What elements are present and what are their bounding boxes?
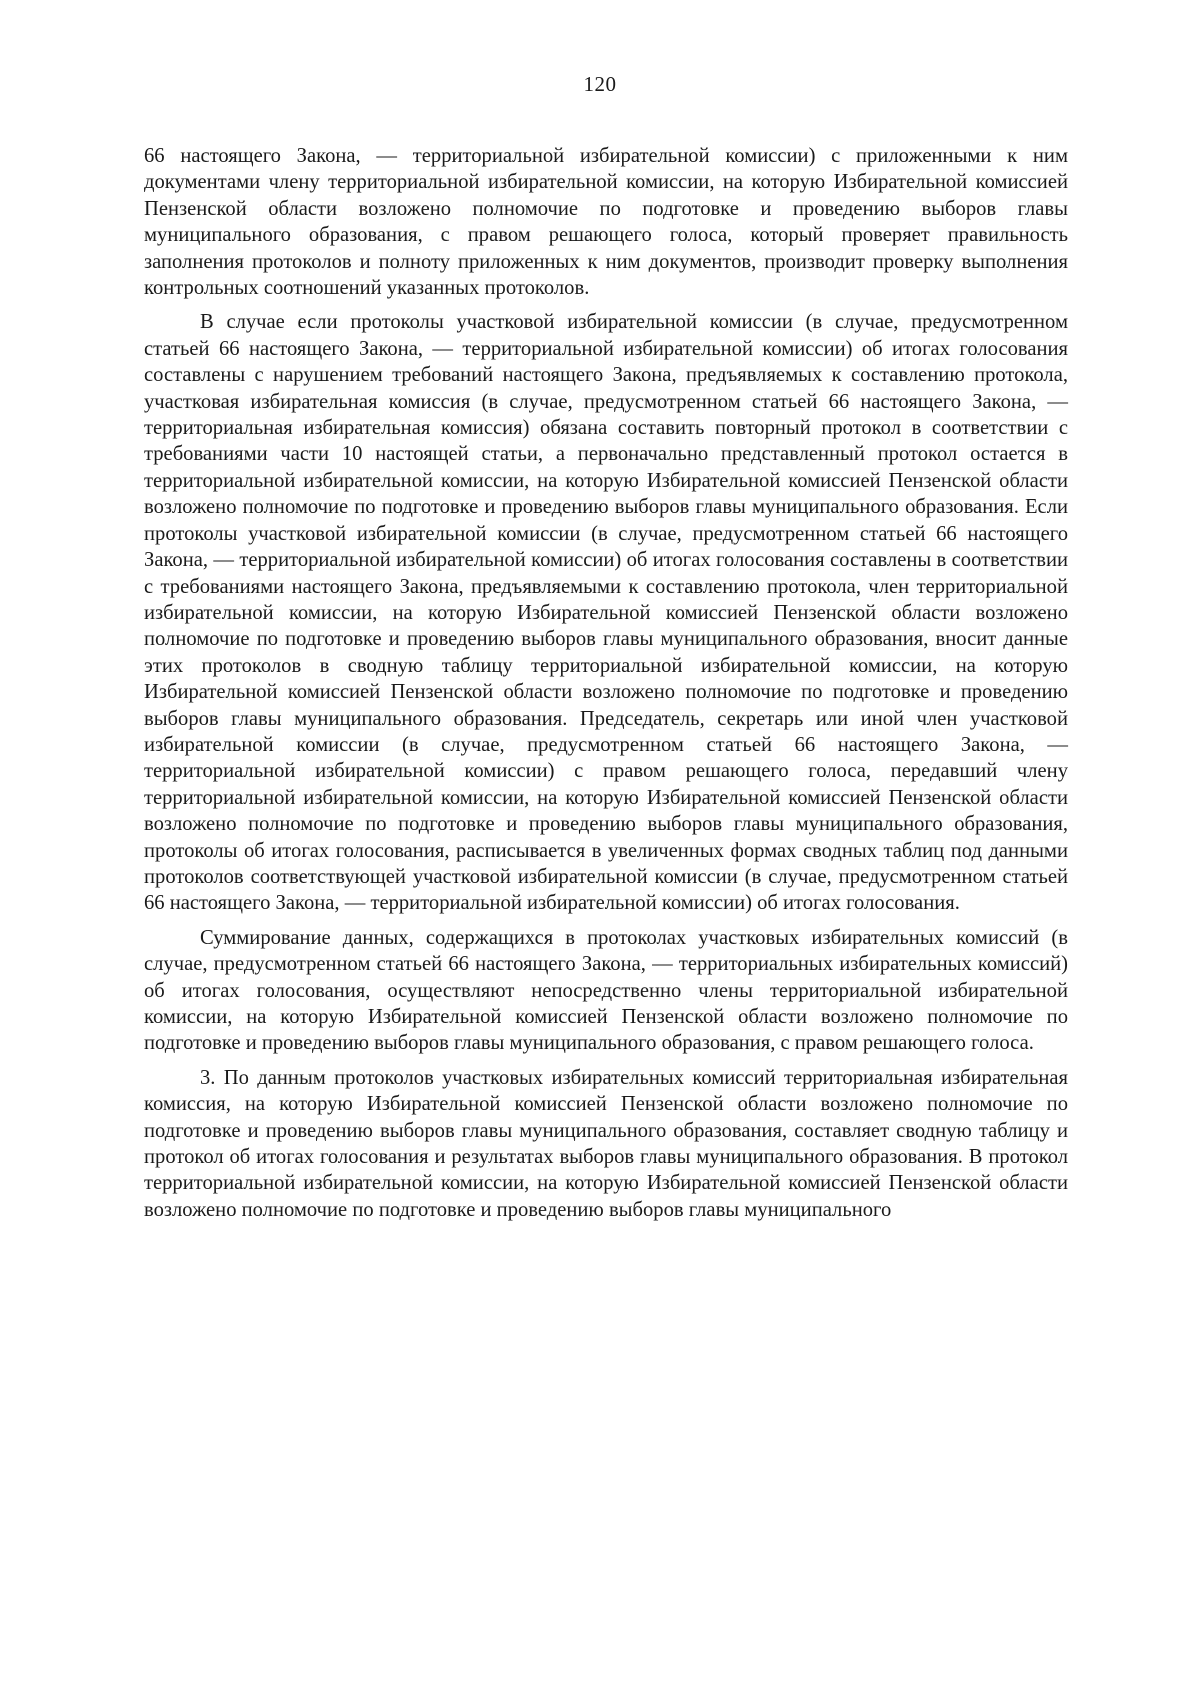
paragraph-protocol-violation: В случае если протоколы участковой избирательной комиссии (в случае, предусмотренном статьей 66 настоящего Закона, — территориальной избирательной комиссии) об итогах голосования составлены с нарушением требований настоящего Закона, предъявляемых к составлению протокола, участковая избирательная комиссия (в случае, предусмотренном статьей 66 настоящего Закона, — территориальная избирательная комиссия) обязана составить повторный протокол в соответствии с требованиями части 10 настоящей статьи, а первоначально представленный протокол остается в территориальной избирательной комиссии, на которую Избирательной комиссией Пензенской области возложено полномочие по подготовке и проведению выборов главы муниципального образования. Если протоколы участковой избирательной комиссии (в случае, предусмотренном статьей 66 настоящего Закона, — территориальной избирательной комиссии) об итогах голосования составлены в соответствии с требованиями настоящего Закона, предъявляемыми к составлению протокола, член территориальной избирательной комиссии, на которую Избирательной комиссией Пензенской области возложено полномочие по подготовке и проведению выборов главы муниципального образования, вносит данные этих протоколов в сводную таблицу территориальной избирательной комиссии, на которую Избирательной комиссией Пензенской области возложено полномочие по подготовке и проведению выборов главы муниципального образования. Председатель, секретарь или иной член участковой избирательной комиссии (в случае, предусмотренном статьей 66 настоящего Закона, — территориальной избирательной комиссии) с правом решающего голоса, передавший члену территориальной избирательной комиссии, на которую Избирательной комиссией Пензенской области возложено полномочие по подготовке и проведению выборов главы муниципального образования, протоколы об итогах голосования, расписывается в увеличенных формах сводных таблиц под данными протоколов соответствующей участковой избирательной комиссии (в случае, предусмотренном статьей 66 настоящего Закона, — территориальной избирательной комиссии) об итогах голосования.: [144, 311, 1068, 915]
paragraph-continuation: 66 настоящего Закона, — территориальной избирательной комиссии) с приложенными к ним документами члену территориальной избирательной комиссии, на которую Избирательной комиссией Пензенской области возложено полномочие по подготовке и проведению выборов главы муниципального образования, с правом решающего голоса, который проверяет правильность заполнения протоколов и полноту приложенных к ним документов, производит проверку выполнения контрольных соотношений указанных протоколов.: [144, 145, 1068, 300]
document-body: [144, 143, 1068, 1231]
paragraph-data-summation: Суммирование данных, содержащихся в протоколах участковых избирательных комиссий (в случае, предусмотренном статьей 66 настоящего Закона, — территориальных избирательных комиссий) об итогах голосования, осуществляют непосредственно члены территориальной избирательной комиссии, на которую Избирательной комиссией Пензенской области возложено полномочие по подготовке и проведению выборов главы муниципального образования, с правом решающего голоса.: [144, 926, 1068, 1055]
page-number: 120: [583, 72, 617, 96]
paragraph-item-3: 3. По данным протоколов участковых избирательных комиссий территориальная избирательная комиссия, на которую Избирательной комиссией Пензенской области возложено полномочие по подготовке и проведению выборов главы муниципального образования, составляет сводную таблицу и протокол об итогах голосования и результатах выборов главы муниципального образования. В протокол территориальной избирательной комиссии, на которую Избирательной комиссией Пензенской области возложено полномочие по подготовке и проведению выборов главы муниципального: [144, 1066, 1068, 1221]
